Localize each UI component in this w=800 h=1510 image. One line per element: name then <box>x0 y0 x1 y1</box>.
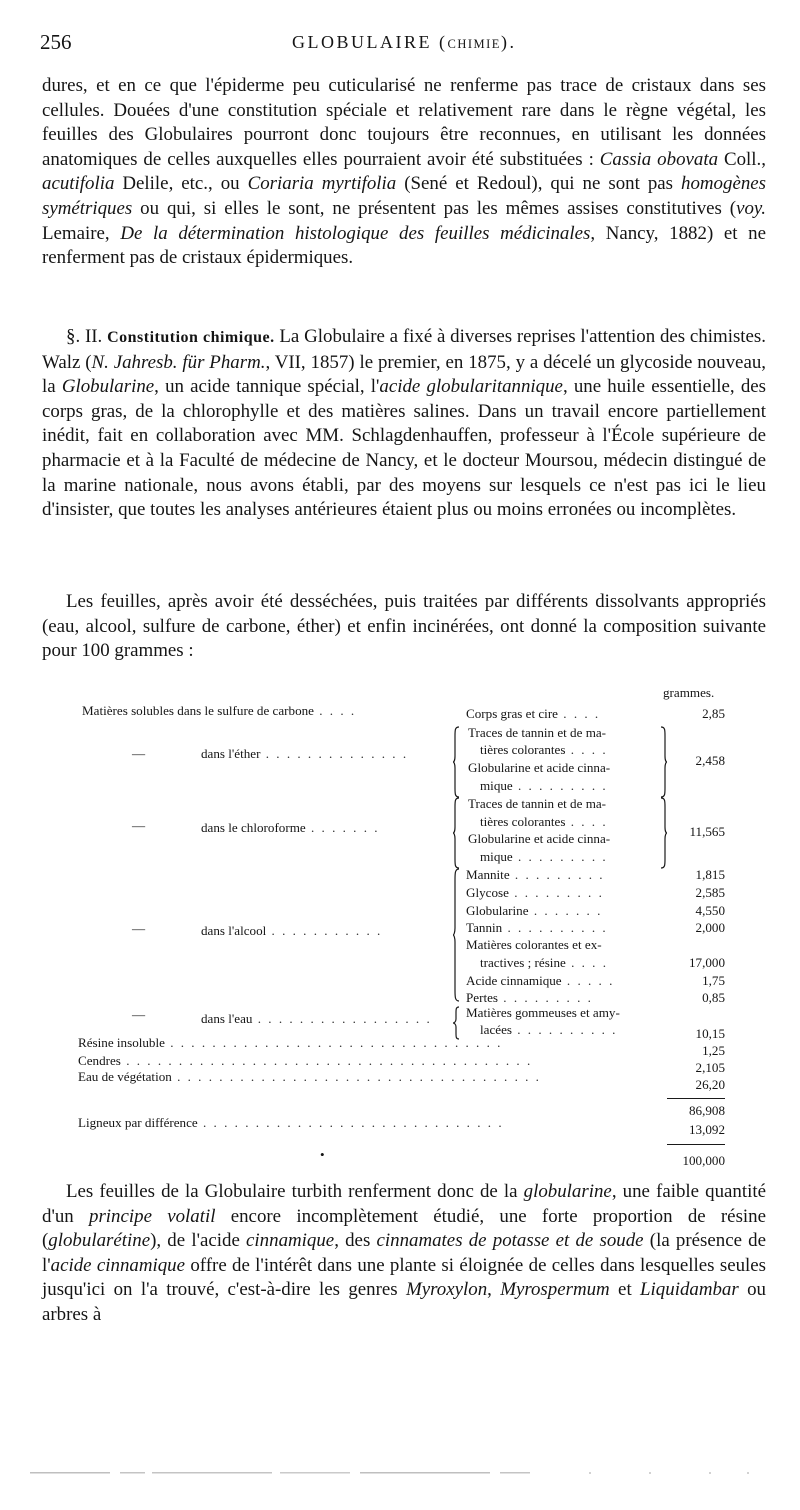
leader-dots: . . . . . <box>561 973 615 988</box>
running-title-paren: ( <box>432 32 448 52</box>
text-run: , <box>487 1279 501 1301</box>
left-brace <box>452 868 460 1002</box>
label-text: Ligneux par différence <box>78 1115 198 1130</box>
table-dash: — <box>132 921 146 936</box>
leader-dots: . . . . . . . . . <box>512 849 608 864</box>
text-run: ou arbres à <box>42 1279 766 1325</box>
item-text: Globularine <box>466 903 529 918</box>
item-text: tières colorantes <box>480 742 566 757</box>
italic-run: acide cinnamique <box>50 1254 186 1276</box>
italic-run: N. Jahresb. für Pharm. <box>91 351 266 373</box>
subtotal-value: 86,908 <box>688 1103 725 1118</box>
leader-dots: . . . . . . . . . <box>512 778 608 793</box>
leader-dots: . . . . <box>565 955 608 970</box>
table-row-item <box>466 919 608 937</box>
leader-dots: . . . . . . . . . . . . . . . . . . . . . . . . . . . . . <box>197 1115 504 1130</box>
table-row-item <box>466 884 604 902</box>
table-value: 1,815 <box>695 867 725 882</box>
table-value: 4,550 <box>695 903 725 918</box>
text-run: ou qui, si elles le sont, ne présentent pas les mêmes assises constitutives ( <box>132 197 737 219</box>
label-text: dans le chloroforme <box>201 820 306 835</box>
table-row-item <box>480 813 608 831</box>
italic-run: principe volatil <box>89 1205 216 1227</box>
paragraph-conclusion <box>42 1180 766 1328</box>
table-row-label <box>78 1034 502 1052</box>
table-row-item <box>480 954 608 972</box>
table-unit-header: grammes. <box>663 685 715 700</box>
item-text: Mannite <box>466 867 510 882</box>
paragraph-conclusion-body <box>42 1180 766 1328</box>
label-text: dans l'eau <box>201 1011 253 1026</box>
text-run: (Sené et Redoul), qui ne sont pas <box>396 173 682 195</box>
section-mark: §. II. <box>66 326 103 347</box>
table-value: 11,565 <box>689 824 725 839</box>
text-run: encore incomplètement étudié, une forte proportion de résine ( <box>42 1205 767 1252</box>
text-run: La Globulaire a fixé à diverses reprises l'attention des chimistes. Walz ( <box>42 326 767 373</box>
label-text: Matières solubles dans le sulfure de carbone <box>82 703 314 718</box>
italic-run: De la détermination histologique des feuilles médicinales <box>120 222 591 244</box>
label-text: dans l'éther <box>201 746 261 761</box>
table-row-item <box>466 705 600 723</box>
leader-dots: . . . . . . . . . . . . . . . . . . . . . . . . . . . . . . . . . . . . . . . <box>120 1053 533 1068</box>
table-row-label <box>201 745 408 763</box>
table-value: 2,105 <box>695 1060 725 1075</box>
item-text: Acide cinnamique <box>466 973 562 988</box>
running-title <box>292 32 516 53</box>
text-run: et <box>609 1279 641 1301</box>
table-row-label <box>78 1114 504 1132</box>
item-text: mique <box>480 849 513 864</box>
right-brace <box>660 726 668 798</box>
table-row-item <box>480 741 608 759</box>
italic-run: globularine <box>523 1181 612 1202</box>
table-row-item <box>480 777 608 795</box>
italic-run: Liquidambar <box>640 1279 739 1301</box>
italic-run: Coriaria myrtifolia <box>247 173 397 195</box>
item-text: tractives ; résine <box>480 955 566 970</box>
table-value: 2,85 <box>702 706 725 721</box>
text-run: , une faible quantité d'un <box>42 1181 766 1227</box>
section-chemical-constitution <box>42 325 766 523</box>
paragraph-anatomy-body <box>42 74 766 271</box>
running-title-paren-close: ). <box>500 32 517 52</box>
paragraph-composition-intro <box>42 590 766 664</box>
item-text: Tannin <box>466 920 503 935</box>
leader-dots: . . . . . . . . . <box>508 885 604 900</box>
text-run: Les feuilles de la Globulaire turbith renferment donc de la <box>66 1181 524 1202</box>
italic-run: Globularine <box>61 376 155 398</box>
italic-run: voy. <box>736 197 766 219</box>
leader-dots: . . . . . . . . . <box>509 867 605 882</box>
table-row-label <box>201 1010 432 1028</box>
text-run: dures, et en ce que l'épiderme peu cuticularisé ne renferme pas trace de cristaux dans ses cellules. Douées d'une constitution spéciale et relativement rare dans le règne végétal, les feuilles des Globulaires pourront donc toujours être reconnues, en utilisant les données anatomiques de celles auxquelles elles pourraient avoir été substituées : <box>42 75 766 170</box>
text-run: , des <box>334 1230 377 1252</box>
item-text: mique <box>480 778 513 793</box>
label-text: Cendres <box>78 1053 121 1068</box>
leader-dots: . . . . <box>565 814 608 829</box>
running-title-small: CHIMIE <box>447 37 501 51</box>
italic-run: cinnamates de potasse et de soude <box>376 1230 644 1252</box>
label-text: dans l'alcool <box>201 923 267 938</box>
table-row-item: Traces de tannin et de ma- <box>468 725 607 740</box>
text-run: , une huile essentielle, des corps gras, de la chlorophylle et des matières salines. Dans un travail encore partiellement inédit, fait en collaboration avec MM. Schlagdenhauffen, professeur à l'École supérieure de pharmacie et à la Faculté de médecine de Nancy, et le docteur Moursou, médecin distingué de la marine nationale, nous avons établi, par des moyens sur lesquels ce n'est pas ici le lieu d'insister, que toutes les analyses antérieures étaient plus ou moins erronées ou incomplètes. <box>42 376 767 521</box>
item-text: tières colorantes <box>480 814 566 829</box>
table-row-item <box>480 848 608 866</box>
total-rule <box>667 1144 725 1145</box>
table-row-item <box>466 866 605 884</box>
running-header <box>40 30 770 60</box>
text-run: ), de l'acide <box>150 1230 247 1252</box>
text-run: , un acide tannique spécial, l' <box>154 376 380 398</box>
leader-dots: . . . . . . . . . . . <box>266 923 383 938</box>
text-run: Lemaire, <box>42 222 121 244</box>
table-value: 13,092 <box>688 1122 725 1137</box>
leader-dots: . . . . . . . . . . . . . . . . . <box>252 1011 432 1026</box>
table-dash: — <box>132 1007 146 1022</box>
table-row-item: Globularine et acide cinna- <box>468 831 611 846</box>
label-text: Résine insoluble <box>78 1035 165 1050</box>
table-value: 1,75 <box>702 973 725 988</box>
section-heading: Constitution chimique. <box>107 329 275 346</box>
bleed-through-noise <box>30 1466 760 1480</box>
text-run: , Nancy, 1882) et ne renferment pas de cristaux épidermiques. <box>42 222 767 269</box>
leader-dots: . . . . . . . . . . <box>511 1022 618 1037</box>
table-value: 10,15 <box>695 1026 725 1041</box>
italic-run: cinnamique <box>246 1230 335 1252</box>
table-row-label <box>201 819 380 837</box>
italic-run: Cassia obovata <box>599 148 719 170</box>
table-dash: — <box>132 746 146 761</box>
leader-dots: . . . . . . . <box>305 820 380 835</box>
table-row-item: Matières colorantes et ex- <box>466 937 602 952</box>
text-run: Delile, etc., ou <box>114 173 248 195</box>
table-dash: — <box>132 818 146 833</box>
table-row-item: Globularine et acide cinna- <box>468 760 611 775</box>
item-text: Glycose <box>466 885 509 900</box>
table-row-label <box>78 1068 541 1086</box>
stray-dot: • <box>320 1147 325 1162</box>
italic-run: homogènes symétriques <box>42 173 767 219</box>
leader-dots: . . . . <box>558 706 601 721</box>
composition-table <box>70 684 770 1174</box>
running-title-main: GLOBULAIRE <box>292 32 432 52</box>
page-number: 256 <box>40 30 72 54</box>
italic-run: globularétine <box>48 1230 151 1252</box>
total-value: 100,000 <box>682 1153 725 1168</box>
table-row-label <box>82 702 356 720</box>
leader-dots: . . . . . . . . . . . . . . <box>260 746 409 761</box>
label-text: Eau de végétation <box>78 1069 172 1084</box>
table-row-item: Matières gommeuses et amy- <box>466 1005 620 1020</box>
leader-dots: . . . . . . . . . . <box>502 920 608 935</box>
table-row-item <box>466 972 614 990</box>
leader-dots: . . . . <box>313 703 357 718</box>
leader-dots: . . . . <box>565 742 608 757</box>
italic-run: Myrospermum <box>500 1279 610 1301</box>
left-brace <box>452 726 460 798</box>
table-row-item: Traces de tannin et de ma- <box>468 796 607 811</box>
text-run: offre de l'intérêt dans une plante si éloignée de celles dans lesquelles seules jusqu'ici on l'a trouvé, c'est-à-dire les genres <box>42 1254 767 1301</box>
text-run: , VII, 1857) le premier, en 1875, y a décelé un glycoside nouveau, la <box>42 351 766 398</box>
text-run: (la présence de l' <box>42 1230 766 1276</box>
table-row-item <box>466 902 602 920</box>
item-text: Corps gras et cire <box>466 706 558 721</box>
table-value: 0,85 <box>702 990 725 1005</box>
item-text: Pertes <box>466 990 498 1005</box>
table-value: 17,000 <box>688 955 725 970</box>
leader-dots: . . . . . . . . . <box>498 990 593 1005</box>
italic-run: acutifolia <box>42 173 115 195</box>
italic-run: acide globularitannique <box>379 376 563 398</box>
leader-dots: . . . . . . . . . . . . . . . . . . . . . . . . . . . . . . . . <box>164 1035 503 1050</box>
table-value: 2,000 <box>695 920 725 935</box>
left-brace <box>452 797 460 869</box>
table-value: 1,25 <box>702 1043 725 1058</box>
table-value: 2,458 <box>695 753 725 768</box>
paragraph-chemistry <box>42 325 766 523</box>
table-value: 2,585 <box>695 885 725 900</box>
leader-dots: . . . . . . . . . . . . . . . . . . . . . . . . . . . . . . . . . . . <box>171 1069 541 1084</box>
text-run: Coll., <box>718 148 766 170</box>
right-brace <box>660 797 668 869</box>
leader-dots: . . . . . . . <box>528 903 603 918</box>
table-value: 26,20 <box>695 1077 725 1092</box>
item-text: lacées <box>480 1022 512 1037</box>
table-row-label <box>201 922 382 940</box>
paragraph-anatomy <box>42 74 766 271</box>
italic-run: Myroxylon <box>406 1279 488 1301</box>
subtotal-rule <box>667 1098 725 1099</box>
paragraph-composition-body: Les feuilles, après avoir été desséchées, puis traitées par différents dissolvants appropriés (eau, alcool, sulfure de carbone, éther) et enfin incinérées, ont donné la composition suivante pour 100 grammes : <box>42 591 766 662</box>
